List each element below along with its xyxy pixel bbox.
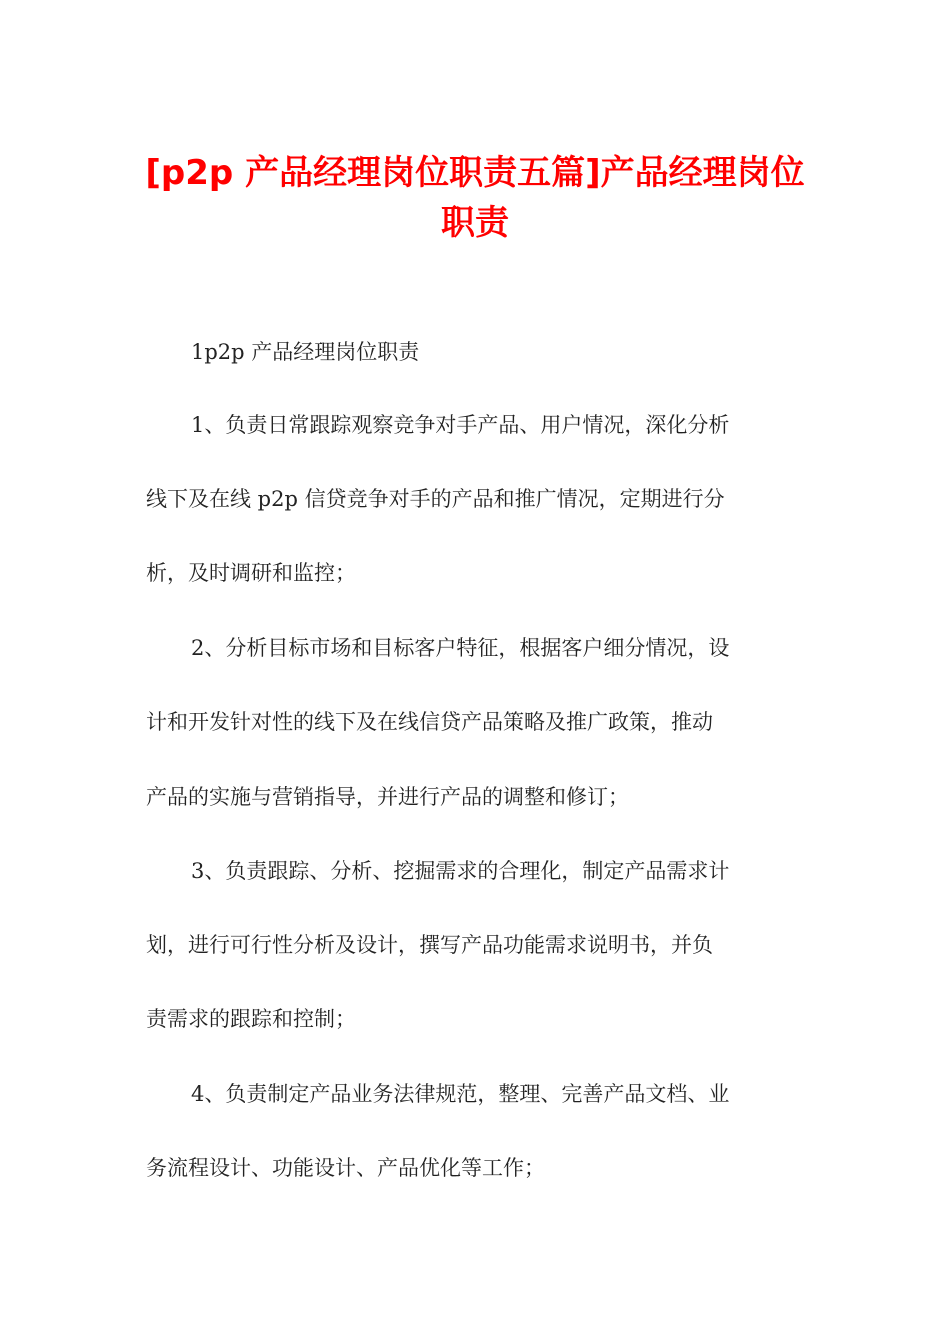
paragraph-line: 责需求的跟踪和控制； [146,1007,356,1031]
paragraph-line: 线下及在线 p2p 信贷竞争对手的产品和推广情况，定期进行分 [146,487,725,511]
paragraph-line: 划，进行可行性分析及设计，撰写产品功能需求说明书，并负 [146,933,713,957]
title-line-2: 职责 [441,203,509,243]
paragraph-line: 2、分析目标市场和目标客户特征，根据客户细分情况，设 [191,636,730,660]
paragraph-line: 4、负责制定产品业务法律规范，整理、完善产品文档、业 [191,1082,730,1106]
title-line-1: [p2p 产品经理岗位职责五篇]产品经理岗位 [145,153,805,193]
section-heading: 1p2p 产品经理岗位职责 [191,340,420,364]
paragraph-line: 析，及时调研和监控； [146,561,356,585]
paragraph-line: 计和开发针对性的线下及在线信贷产品策略及推广政策，推动 [146,710,713,734]
paragraph-line: 3、负责跟踪、分析、挖掘需求的合理化，制定产品需求计 [191,859,730,883]
document-title [110,148,840,248]
paragraph-line: 1、负责日常跟踪观察竞争对手产品、用户情况，深化分析 [191,413,730,437]
paragraph-line: 产品的实施与营销指导，并进行产品的调整和修订； [146,785,629,809]
paragraph-line: 务流程设计、功能设计、产品优化等工作； [146,1156,545,1180]
